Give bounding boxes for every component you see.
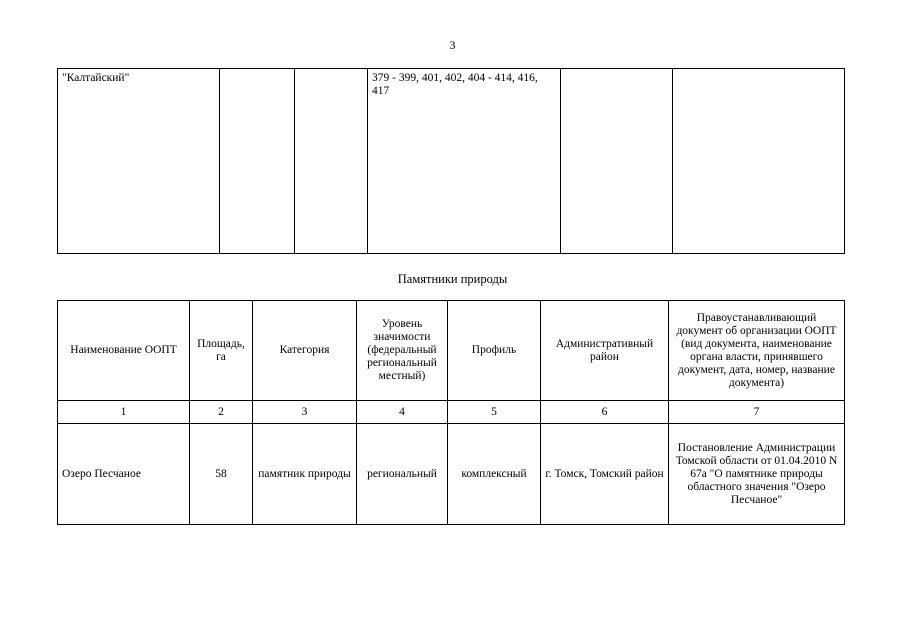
cell-col2 bbox=[220, 69, 295, 254]
header-name: Наименование ООПТ bbox=[58, 301, 190, 401]
table-row bbox=[58, 424, 845, 525]
header-category: Категория bbox=[253, 301, 357, 401]
cell-col5 bbox=[561, 69, 673, 254]
continuation-table bbox=[57, 68, 845, 254]
cell-col4: 379 - 399, 401, 402, 404 - 414, 416, 417 bbox=[368, 69, 561, 254]
column-number: 2 bbox=[190, 401, 253, 424]
cell-name: Озеро Песчаное bbox=[58, 424, 190, 525]
cell-col3 bbox=[295, 69, 368, 254]
column-number: 5 bbox=[448, 401, 541, 424]
cell-level: региональный bbox=[357, 424, 448, 525]
natural-monuments-table bbox=[57, 300, 845, 525]
column-number: 1 bbox=[58, 401, 190, 424]
cell-profile: комплексный bbox=[448, 424, 541, 525]
column-number: 6 bbox=[541, 401, 669, 424]
cell-col6 bbox=[673, 69, 845, 254]
cell-category: памятник природы bbox=[253, 424, 357, 525]
table-row bbox=[58, 69, 845, 254]
column-number-row bbox=[58, 401, 845, 424]
header-profile: Профиль bbox=[448, 301, 541, 401]
cell-document: Постановление Администрации Томской области от 01.04.2010 N 67а "О памятнике природы областного значения "Озеро Песчаное" bbox=[669, 424, 845, 525]
header-district: Административный район bbox=[541, 301, 669, 401]
page-number: 3 bbox=[449, 38, 456, 52]
header-document: Правоустанавливающий документ об организации ООПТ (вид документа, наименование органа власти, принявшего документ, дата, номер, название документа) bbox=[669, 301, 845, 401]
cell-district: г. Томск, Томский район bbox=[541, 424, 669, 525]
column-number: 4 bbox=[357, 401, 448, 424]
cell-name: "Калтайский" bbox=[58, 69, 220, 254]
column-number: 7 bbox=[669, 401, 845, 424]
cell-area: 58 bbox=[190, 424, 253, 525]
header-area: Площадь, га bbox=[190, 301, 253, 401]
column-number: 3 bbox=[253, 401, 357, 424]
header-row bbox=[58, 301, 845, 401]
header-level: Уровень значимости (федеральный региональный местный) bbox=[357, 301, 448, 401]
section-heading: Памятники природы bbox=[397, 272, 508, 286]
